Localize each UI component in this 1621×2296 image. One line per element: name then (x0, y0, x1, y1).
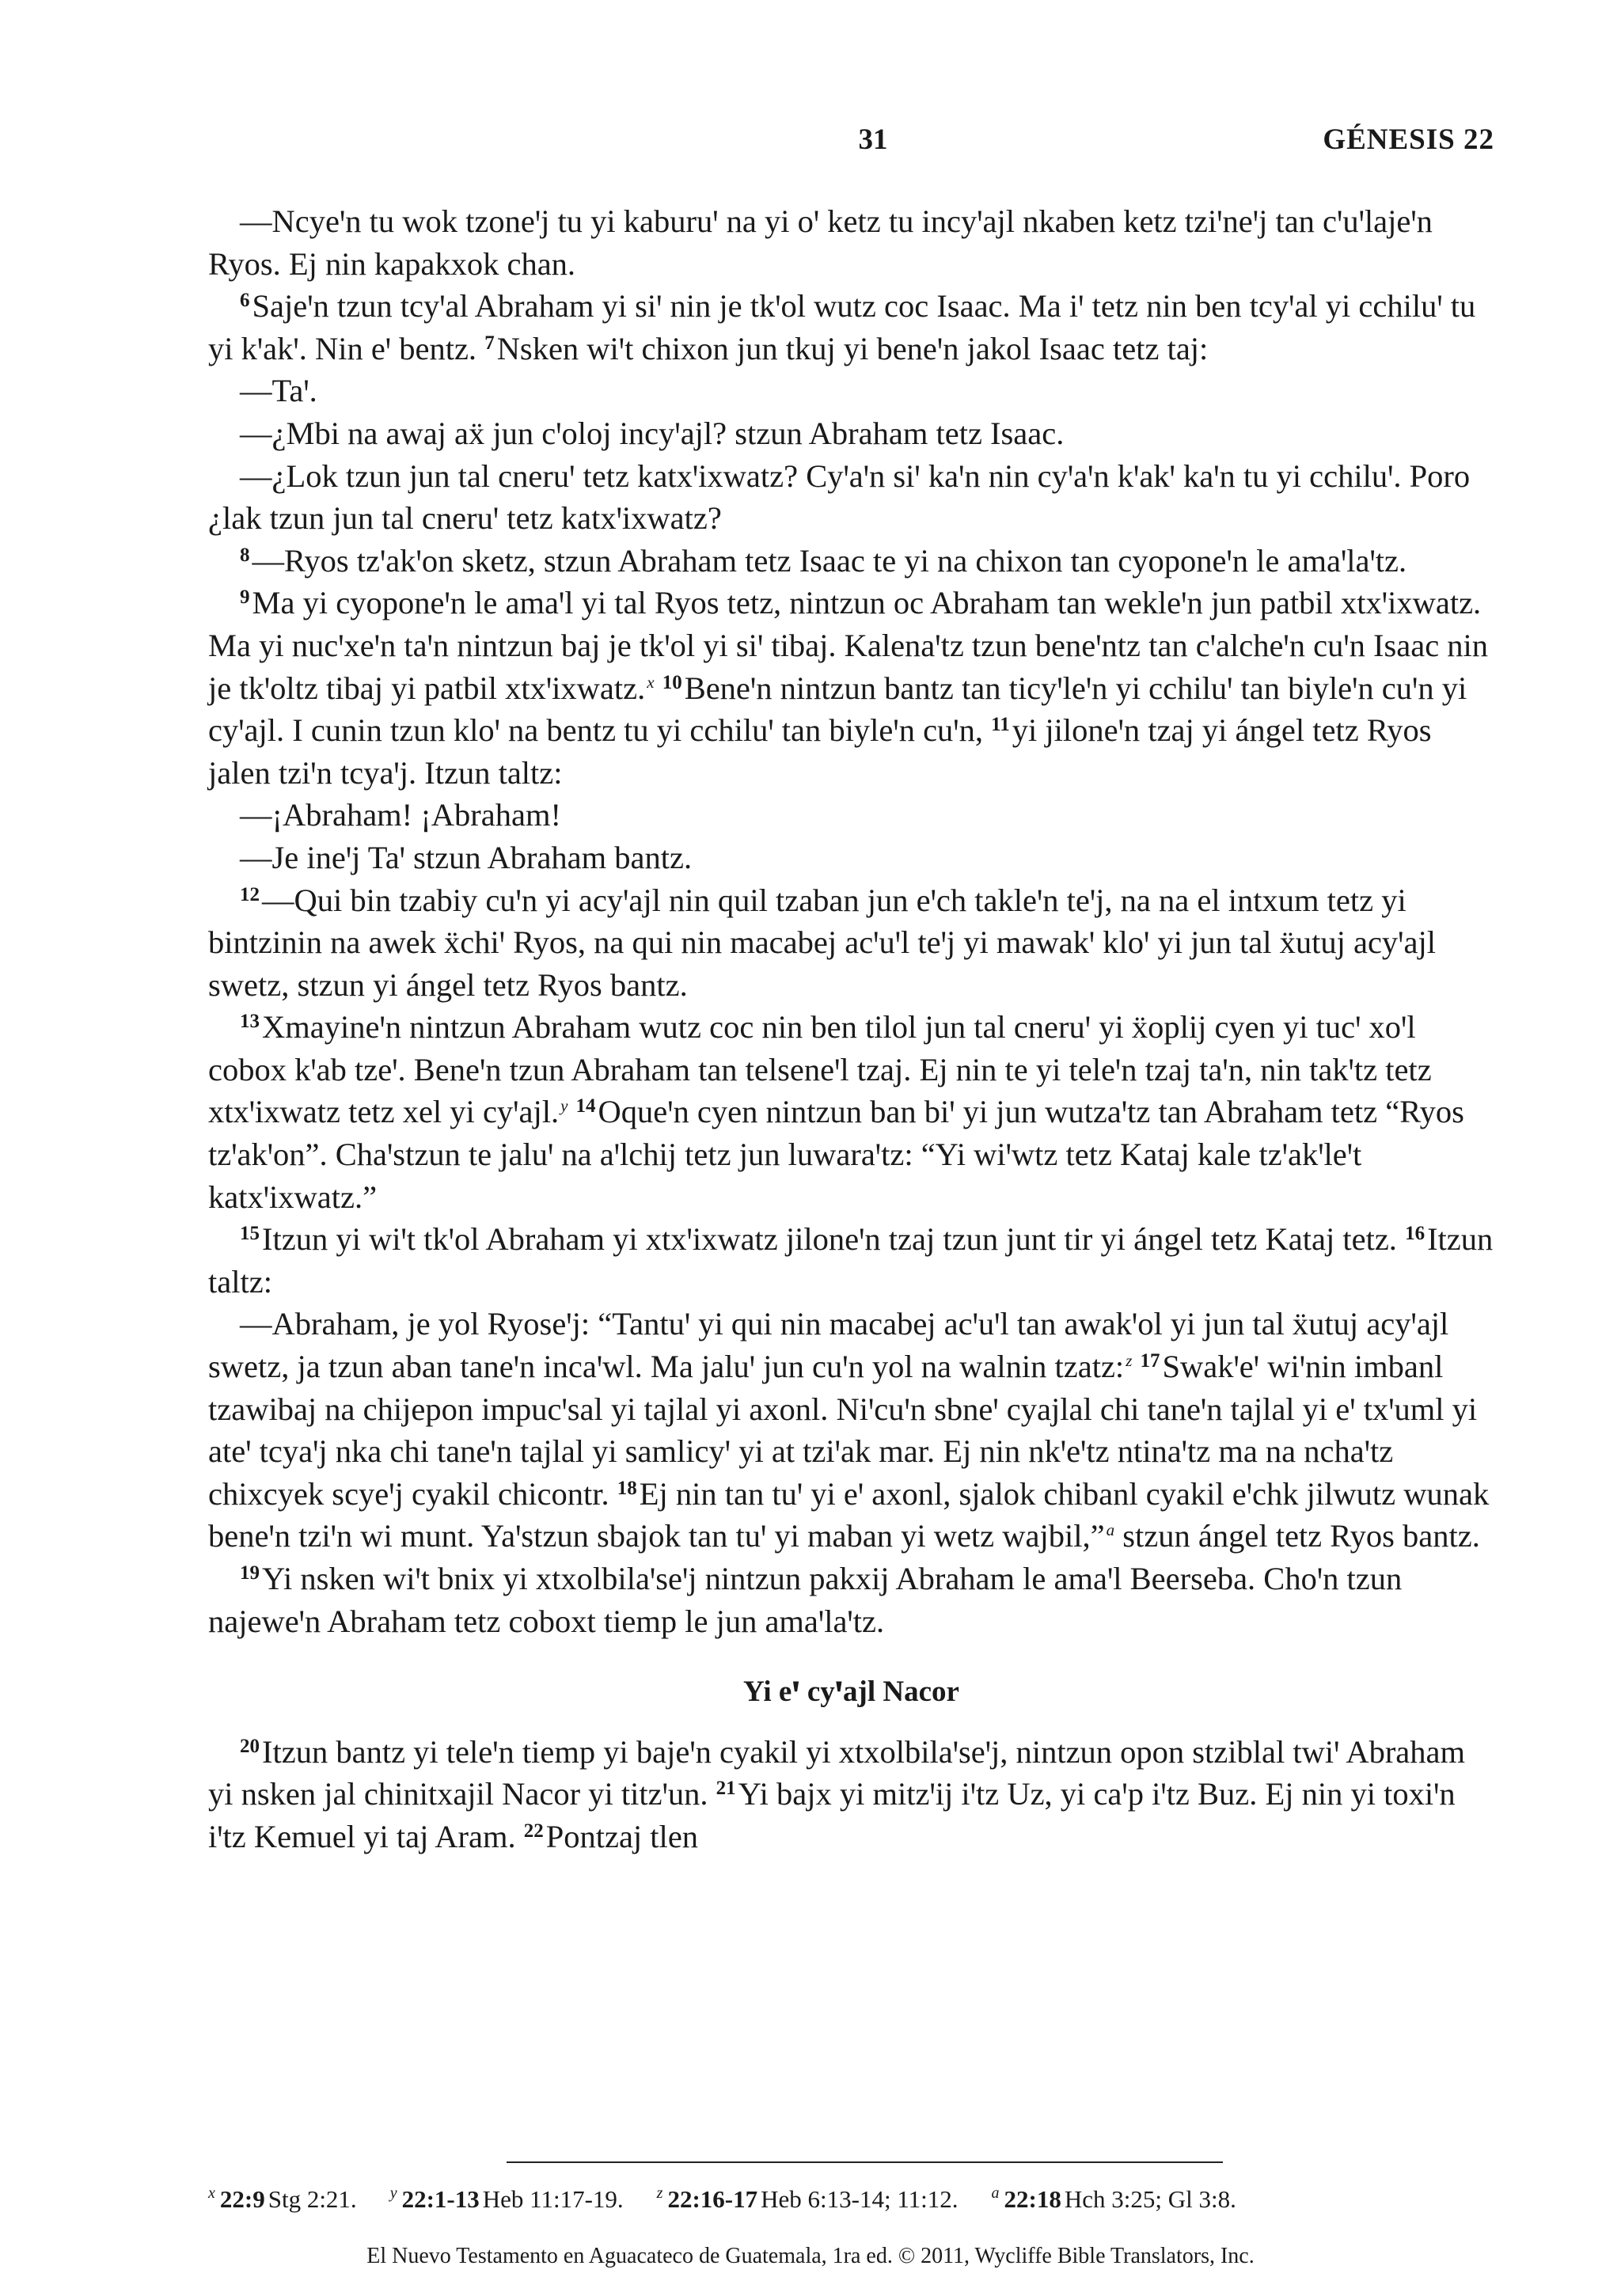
verse-text: Sajeꞌn tzun tcyꞌal Abraham yi siꞌ nin je tkꞌol wutz coc Isaac. Ma iꞌ tetz nin ben tcyꞌal yi cchiluꞌ tu yi kꞌakꞌ. Nin eꞌ bentz. (208, 288, 1476, 366)
verse-number: 17 (1140, 1350, 1160, 1372)
verse-number: 21 (716, 1778, 736, 1800)
footnote (657, 2184, 959, 2214)
footnote-reference: 22:16-17 (667, 2185, 758, 2213)
verse-text: —¿Lok tzun jun tal cneruꞌ tetz katxꞌixwatz? Cyꞌaꞌn siꞌ kaꞌn nin cyꞌaꞌn kꞌakꞌ kaꞌn tu yi cchiluꞌ. Poro ¿lak tzun jun tal cneruꞌ tetz katxꞌixwatz? (208, 457, 1471, 537)
paragraph (208, 794, 1494, 837)
footnote-marker[interactable]: y (560, 1096, 568, 1116)
verse-number: 22 (523, 1820, 544, 1842)
verse-text: Yi nsken wiꞌt bnix yi xtxolbilaꞌseꞌj nintzun pakxij Abraham le amaꞌl Beerseba. Choꞌn tzun najeweꞌn Abraham tetz coboxt tiemp le jun amaꞌlaꞌtz. (208, 1561, 1403, 1639)
verse-number: 12 (240, 883, 260, 905)
footnote-divider (507, 2161, 1223, 2163)
verse-number: 18 (617, 1477, 637, 1499)
verse-text (655, 670, 662, 706)
paragraph (208, 412, 1494, 455)
verse-number: 7 (484, 332, 495, 354)
footnote-letter: y (389, 2184, 397, 2202)
footnote-letter: z (656, 2184, 663, 2202)
footnote-text: Heb 11:17-19. (482, 2185, 624, 2213)
verse-text: Swakꞌeꞌ wiꞌnin imbanl tzawibaj na chijepon impucꞌsal yi tajlal yi axonl. Niꞌcuꞌn sbneꞌ cyajlal chi taneꞌn tajlal yi eꞌ txꞌuml yi ateꞌ tcyaꞌj nka chi taneꞌn tajlal yi samlicyꞌ yi at tziꞌak mar. Ej nin nkꞌeꞌtz ntinaꞌtz ma na nchaꞌtz chixcyek scyeꞌj cyakil chicontr. (208, 1349, 1478, 1512)
footnote-reference: 22:1-13 (401, 2185, 480, 2213)
running-head (208, 123, 1494, 162)
verse-text: Ej nin tan tuꞌ yi eꞌ axonl, sjalok chibanl cyakil eꞌchk jilwutz wunak beneꞌn tziꞌn wi munt. Yaꞌstzun sbajok tan tuꞌ yi maban yi wetz wajbil,” (208, 1475, 1490, 1554)
verse-number: 10 (662, 671, 682, 693)
verse-text (568, 1094, 575, 1129)
verse-number: 19 (240, 1562, 260, 1584)
verse-number: 6 (240, 290, 250, 312)
footnote-text: Hch 3:25; Gl 3:8. (1064, 2185, 1236, 2213)
verse-number: 20 (240, 1735, 260, 1757)
verse-text: stzun ángel tetz Ryos bantz. (1114, 1518, 1480, 1554)
verse-text: Ma yi cyoponeꞌn le amaꞌl yi tal Ryos tetz, nintzun oc Abraham tan wekleꞌn jun patbil xtxꞌixwatz. Ma yi nucꞌxeꞌn taꞌn nintzun baj je tkꞌol yi siꞌ tibaj. Kalenaꞌtz tzun beneꞌntz tan cꞌalcheꞌn cuꞌn Isaac nin je tkꞌoltz tibaj yi patbil xtxꞌixwatz. (208, 585, 1489, 706)
footnote-text: Heb 6:13-14; 11:12. (761, 2185, 959, 2213)
paragraph (208, 1218, 1494, 1303)
copyright-notice: El Nuevo Testamento en Aguacateco de Guatemala, 1ra ed. © 2011, Wycliffe Bible Translators, Inc. (366, 2244, 1255, 2268)
paragraph (208, 582, 1494, 794)
footnotes (208, 2184, 1494, 2214)
verse-text: —Je ineꞌj Taꞌ stzun Abraham bantz. (240, 839, 693, 875)
verse-text: —Taꞌ. (240, 373, 317, 409)
verse-text: —¡Abraham! ¡Abraham! (240, 797, 561, 833)
verse-text: Xmayineꞌn nintzun Abraham wutz coc nin ben tilol jun tal cneruꞌ yi ẍoplij cyen yi tucꞌ xoꞌl cobox kꞌab tzeꞌ. Beneꞌn tzun Abraham tan telseneꞌl tzaj. Ej nin te yi teleꞌn tzaj taꞌn, nin takꞌtz tetz xtxꞌixwatz tetz xel yi cyꞌajl. (208, 1009, 1432, 1130)
footnote (992, 2184, 1236, 2214)
verse-number: 11 (991, 714, 1010, 736)
verse-number: 9 (240, 586, 250, 609)
footnote (208, 2184, 357, 2214)
verse-text: Oqueꞌn cyen nintzun ban biꞌ yi jun wutzaꞌtz tan Abraham tetz “Ryos tzꞌakꞌon”. Chaꞌstzun te jaluꞌ na aꞌlchij tetz jun luwaraꞌtz: “Yi wiꞌwtz tetz Kataj kale tzꞌakꞌleꞌt katxꞌixwatz.” (208, 1094, 1464, 1215)
verse-number: 15 (240, 1223, 260, 1245)
footnote-letter: a (991, 2184, 1000, 2202)
verse-text: Itzun taltz: (208, 1221, 1494, 1300)
paragraph (208, 540, 1494, 583)
footnote-marker[interactable]: x (647, 672, 655, 692)
verse-text: —¿Mbi na awaj aẍ jun cꞌoloj incyꞌajl? stzun Abraham tetz Isaac. (240, 415, 1065, 451)
paragraph (208, 455, 1494, 540)
footnote-reference: 22:9 (219, 2185, 265, 2213)
verse-text: Nsken wiꞌt chixon jun tkuj yi beneꞌn jakol Isaac tetz taj: (496, 330, 1209, 366)
footnote-marker[interactable]: a (1106, 1520, 1115, 1540)
paragraph (208, 285, 1494, 370)
verse-number: 8 (240, 544, 250, 566)
verse-text: Yi bajx yi mitzꞌij iꞌtz Uz, yi caꞌp iꞌtz Buz. Ej nin yi toxiꞌn iꞌtz Kemuel yi taj Aram. (208, 1776, 1456, 1854)
footnote (390, 2184, 624, 2214)
verse-text: Itzun bantz yi teleꞌn tiemp yi bajeꞌn cyakil yi xtxolbilaꞌseꞌj, nintzun opon stziblal twiꞌ Abraham yi nsken jal chinitxajil Nacor yi titzꞌun. (208, 1733, 1466, 1812)
verse-text: Beneꞌn nintzun bantz tan ticyꞌleꞌn yi cchiluꞌ tan biyleꞌn cuꞌn yi cyꞌajl. I cunin tzun kloꞌ na bentz tu yi cchiluꞌ tan biyleꞌn cuꞌn, (208, 670, 1467, 749)
verse-text: —Ncyeꞌn tu wok tzoneꞌj tu yi kaburuꞌ na yi oꞌ ketz tu incyꞌajl nkaben ketz tziꞌneꞌj tan cꞌuꞌlajeꞌn Ryos. Ej nin kapakxok chan. (208, 203, 1433, 282)
paragraph (208, 837, 1494, 879)
verse-text: yi jiloneꞌn tzaj yi ángel tetz Ryos jalen tziꞌn tcyaꞌj. Itzun taltz: (208, 712, 1432, 791)
book-chapter-reference: GÉNESIS 22 (1323, 123, 1494, 156)
verse-text: —Ryos tzꞌakꞌon sketz, stzun Abraham tetz Isaac te yi na chixon tan cyoponeꞌn le amaꞌlaꞌtz. (252, 542, 1407, 579)
paragraph (208, 1006, 1494, 1218)
verse-text: —Abraham, je yol Ryoseꞌj: “Tantuꞌ yi qui nin macabej acꞌuꞌl tan awakꞌol yi jun tal ẍutuj acyꞌajl swetz, ja tzun aban taneꞌn incaꞌwl. Ma jaluꞌ jun cuꞌn yol na walnin tzatz: (208, 1306, 1449, 1385)
footnote-letter: x (208, 2184, 215, 2202)
footnote-reference: 22:18 (1004, 2185, 1061, 2213)
paragraph (208, 879, 1494, 1007)
verse-number: 13 (240, 1011, 260, 1033)
paragraph (208, 370, 1494, 412)
paragraph (208, 1731, 1494, 1858)
verse-number: 16 (1405, 1223, 1425, 1245)
paragraph (208, 1303, 1494, 1558)
verse-text: Itzun yi wiꞌt tkꞌol Abraham yi xtxꞌixwatz jiloneꞌn tzaj tzun junt tir yi ángel tetz Kataj tetz. (262, 1221, 1406, 1258)
verse-number: 14 (575, 1095, 596, 1118)
page-number: 31 (858, 123, 888, 156)
paragraph (208, 1558, 1494, 1642)
verse-text (1132, 1349, 1140, 1384)
scripture-text (208, 200, 1494, 1858)
section-heading: Yi eꞌ cyꞌajl Nacor (743, 1676, 959, 1709)
footnote-text: Stg 2:21. (268, 2185, 357, 2213)
verse-text: —Qui bin tzabiy cuꞌn yi acyꞌajl nin quil tzaban jun eꞌch takleꞌn teꞌj, na na el intxum tetz yi bintzinin na awek ẍchiꞌ Ryos, na qui nin macabej acꞌuꞌl teꞌj yi mawakꞌ kloꞌ yi jun tal ẍutuj acyꞌajl swetz, stzun yi ángel tetz Ryos bantz. (208, 882, 1436, 1003)
footnote-marker[interactable]: z (1126, 1351, 1133, 1371)
paragraph (208, 200, 1494, 285)
verse-text: Pontzaj tlen (545, 1818, 699, 1854)
